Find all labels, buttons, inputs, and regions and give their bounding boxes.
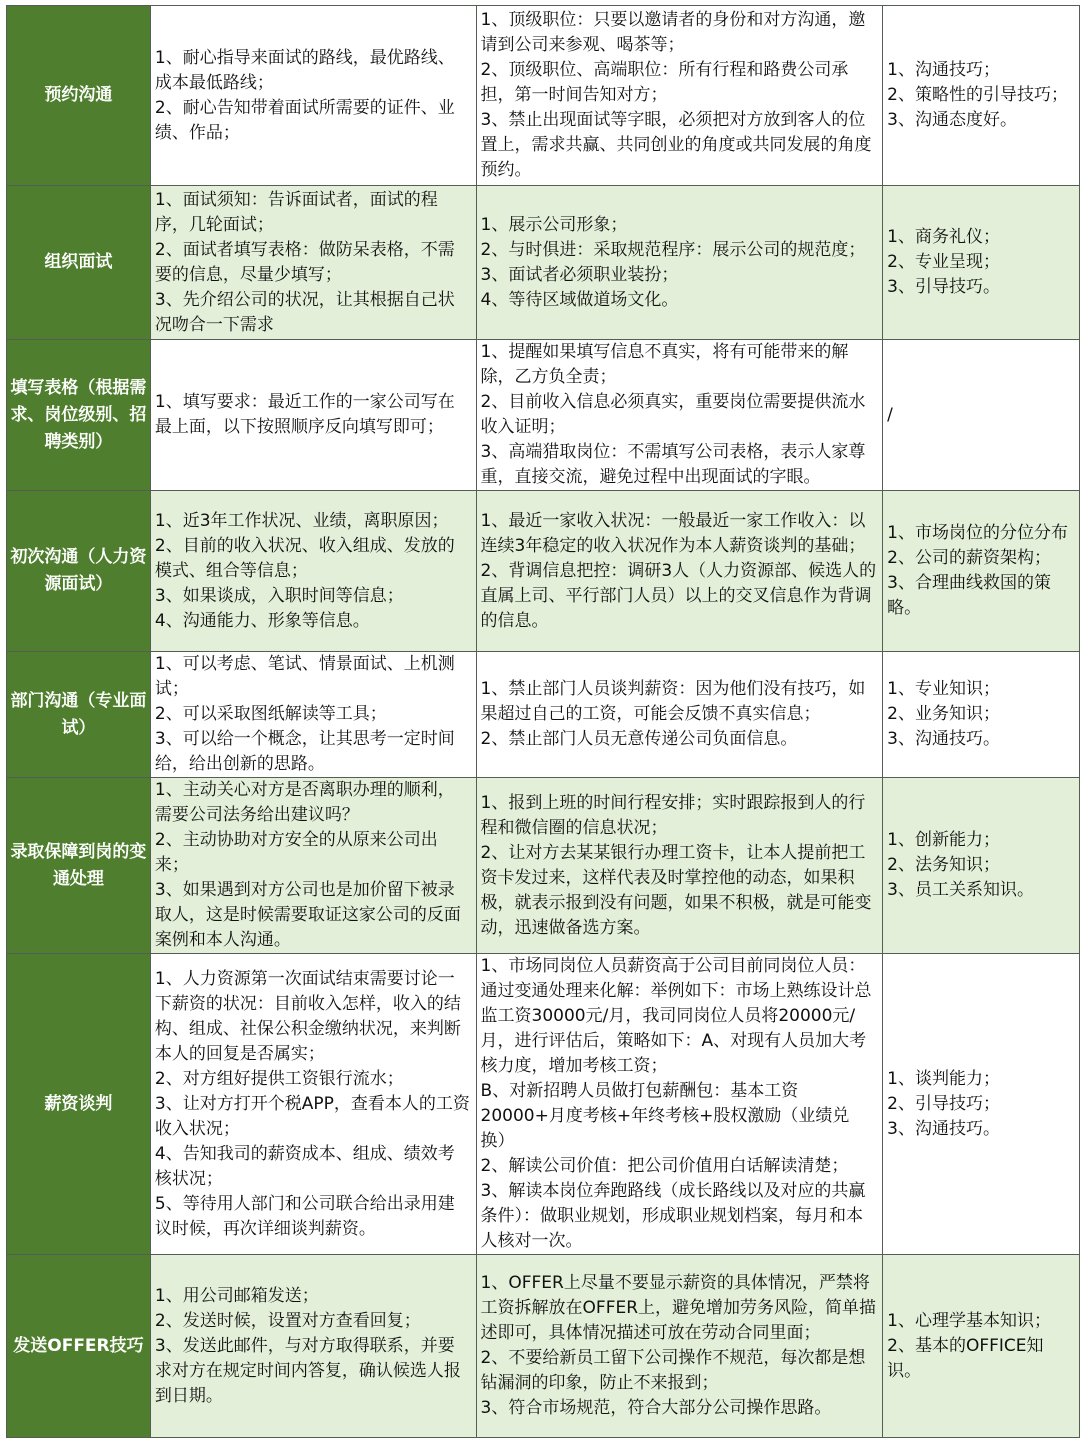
table-row bbox=[7, 1255, 1080, 1438]
content-cell: 1、可以考虑、笔试、情景面试、上机测试； 2、可以采取图纸解读等工具； 3、可以给一个概念，让其思考一定时间给，给出创新的思路。 bbox=[150, 652, 476, 778]
stage-cell: 部门沟通（专业面试） bbox=[7, 652, 151, 778]
notes-cell: 1、禁止部门人员谈判薪资：因为他们没有技巧，如果超过自己的工资，可能会反馈不真实信息； 2、禁止部门人员无意传递公司负面信息。 bbox=[476, 652, 883, 778]
stage-cell: 发送OFFER技巧 bbox=[7, 1255, 151, 1438]
content-cell: 1、面试须知：告诉面试者，面试的程序，几轮面试； 2、面试者填写表格：做防呆表格，不需要的信息，尽量少填写； 3、先介绍公司的状况，让其根据自己状况吻合一下需求 bbox=[150, 186, 476, 340]
skills-cell: 1、专业知识； 2、业务知识； 3、沟通技巧。 bbox=[883, 652, 1080, 778]
table-row bbox=[7, 6, 1080, 186]
table-row bbox=[7, 491, 1080, 652]
skills-cell: 1、谈判能力； 2、引导技巧； 3、沟通技巧。 bbox=[883, 954, 1080, 1255]
stage-cell: 预约沟通 bbox=[7, 6, 151, 186]
table-row bbox=[7, 954, 1080, 1255]
skills-cell: / bbox=[883, 340, 1080, 491]
notes-cell: 1、展示公司形象； 2、与时俱进：采取规范程序：展示公司的规范度； 3、面试者必须职业装扮； 4、等待区域做道场文化。 bbox=[476, 186, 883, 340]
table-row bbox=[7, 778, 1080, 954]
skills-cell: 1、创新能力； 2、法务知识； 3、员工关系知识。 bbox=[883, 778, 1080, 954]
skills-cell: 1、沟通技巧； 2、策略性的引导技巧； 3、沟通态度好。 bbox=[883, 6, 1080, 186]
recruitment-process-table-container bbox=[6, 5, 1080, 1438]
content-cell: 1、人力资源第一次面试结束需要讨论一下薪资的状况：目前收入怎样，收入的结构、组成、社保公积金缴纳状况，来判断本人的回复是否属实； 2、对方组好提供工资银行流水； 3、让对方打开个税APP，查看本人的工资收入状况； 4、告知我司的薪资成本、组成、绩效考核状况； 5、等待用人部门和公司联合给出录用建议时候，再次详细谈判薪资。 bbox=[150, 954, 476, 1255]
skills-cell: 1、市场岗位的分位分布 2、公司的薪资架构； 3、合理曲线救国的策略。 bbox=[883, 491, 1080, 652]
stage-cell: 组织面试 bbox=[7, 186, 151, 340]
content-cell: 1、用公司邮箱发送； 2、发送时候，设置对方查看回复； 3、发送此邮件，与对方取得联系，并要求对方在规定时间内答复，确认候选人报到日期。 bbox=[150, 1255, 476, 1438]
notes-cell: 1、最近一家收入状况：一般最近一家工作收入：以连续3年稳定的收入状况作为本人薪资谈判的基础； 2、背调信息把控：调研3人（人力资源部、候选人的直属上司、平行部门人员）以上的交叉信息作为背调的信息。 bbox=[476, 491, 883, 652]
notes-cell: 1、OFFER上尽量不要显示薪资的具体情况，严禁将工资拆解放在OFFER上，避免增加劳务风险，简单描述即可，具体情况描述可放在劳动合同里面； 2、不要给新员工留下公司操作不规范，每次都是想钻漏洞的印象，防止不来报到； 3、符合市场规范，符合大部分公司操作思路。 bbox=[476, 1255, 883, 1438]
content-cell: 1、耐心指导来面试的路线，最优路线、成本最低路线； 2、耐心告知带着面试所需要的证件、业绩、作品； bbox=[150, 6, 476, 186]
content-cell: 1、主动关心对方是否离职办理的顺利，需要公司法务给出建议吗？ 2、主动协助对方安全的从原来公司出来； 3、如果遇到对方公司也是加价留下被录取人，这是时候需要取证这家公司的反面案例和本人沟通。 bbox=[150, 778, 476, 954]
content-cell: 1、填写要求：最近工作的一家公司写在最上面，以下按照顺序反向填写即可； bbox=[150, 340, 476, 491]
notes-cell: 1、市场同岗位人员薪资高于公司目前同岗位人员：通过变通处理来化解：举例如下：市场上熟练设计总监工资30000元/月，我司同岗位人员将20000元/月，进行评估后，策略如下：A、对现有人员加大考核力度，增加考核工资； B、对新招聘人员做打包薪酬包：基本工资20000+月度考核+年终考核+股权激励（业绩兑换） 2、解读公司价值：把公司价值用白话解读清楚； 3、解读本岗位奔跑路线（成长路线以及对应的共赢条件）：做职业规划，形成职业规划档案，每月和本人核对一次。 bbox=[476, 954, 883, 1255]
stage-cell: 薪资谈判 bbox=[7, 954, 151, 1255]
table-row bbox=[7, 186, 1080, 340]
skills-cell: 1、商务礼仪； 2、专业呈现； 3、引导技巧。 bbox=[883, 186, 1080, 340]
stage-cell: 填写表格（根据需求、岗位级别、招聘类别） bbox=[7, 340, 151, 491]
notes-cell: 1、提醒如果填写信息不真实，将有可能带来的解除，乙方负全责； 2、目前收入信息必须真实，重要岗位需要提供流水收入证明； 3、高端猎取岗位：不需填写公司表格，表示人家尊重，直接交流，避免过程中出现面试的字眼。 bbox=[476, 340, 883, 491]
content-cell: 1、近3年工作状况、业绩，离职原因； 2、目前的收入状况、收入组成、发放的模式、组合等信息； 3、如果谈成，入职时间等信息； 4、沟通能力、形象等信息。 bbox=[150, 491, 476, 652]
skills-cell: 1、心理学基本知识； 2、基本的OFFICE知识。 bbox=[883, 1255, 1080, 1438]
recruitment-process-table bbox=[6, 5, 1080, 1438]
notes-cell: 1、顶级职位：只要以邀请者的身份和对方沟通，邀请到公司来参观、喝茶等； 2、顶级职位、高端职位：所有行程和路费公司承担，第一时间告知对方； 3、禁止出现面试等字眼，必须把对方放到客人的位置上，需求共赢、共同创业的角度或共同发展的角度预约。 bbox=[476, 6, 883, 186]
stage-cell: 录取保障到岗的变通处理 bbox=[7, 778, 151, 954]
stage-cell: 初次沟通（人力资源面试） bbox=[7, 491, 151, 652]
notes-cell: 1、报到上班的时间行程安排；实时跟踪报到人的行程和微信圈的信息状况； 2、让对方去某某银行办理工资卡，让本人提前把工资卡发过来，这样代表及时掌控他的动态，如果积极，就表示报到没有问题，如果不积极，就是可能变动，迅速做备选方案。 bbox=[476, 778, 883, 954]
table-row bbox=[7, 652, 1080, 778]
table-row bbox=[7, 340, 1080, 491]
